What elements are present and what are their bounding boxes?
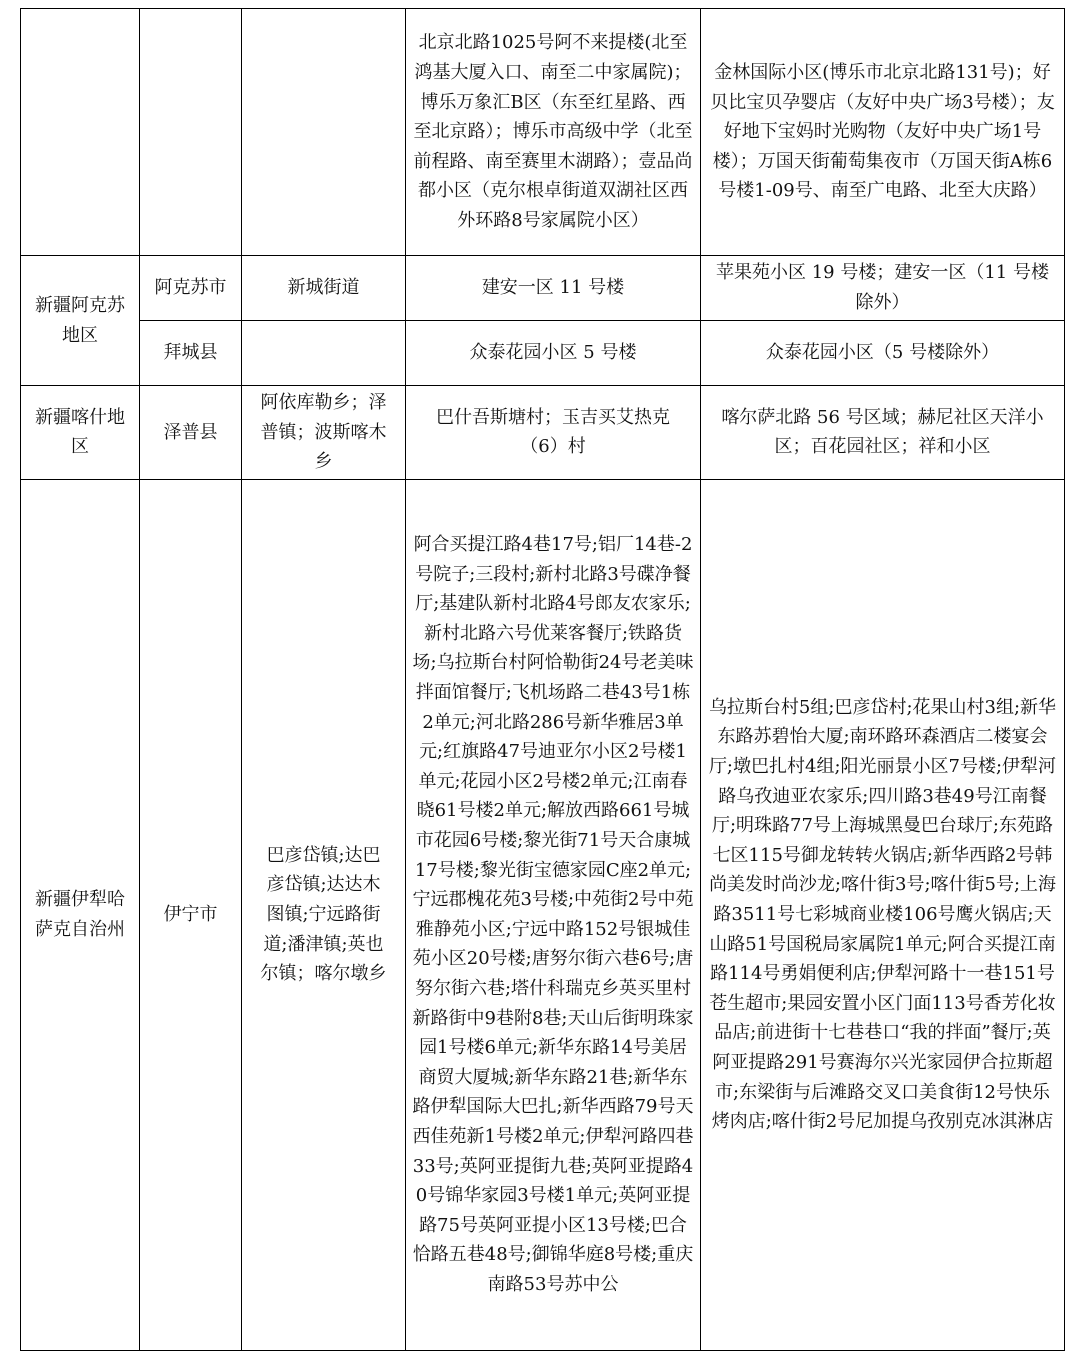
- region-cell: 新疆伊犁哈 萨克自治州: [21, 479, 140, 1350]
- medium-risk-cell: 阿合买提江路4巷17号;铝厂14巷-2号院子;三段村;新村北路3号碟净餐厅;基建队新村北路4号郎友农家乐;新村北路六号优莱客餐厅;铁路货场;乌拉斯台村阿恰勒街24号老美味拌面馆餐厅;飞机场路二巷43号1栋2单元;河北路286号新华雅居3单元;红旗路47号迪亚尔小区2号楼1单元;花园小区2号楼2单元;江南春晓61号楼2单元;解放西路661号城市花园6号楼;黎光街71号天合康城17号楼;黎光街宝德家园C座2单元;宁远郡槐花苑3号楼;中苑街2号中苑雅静苑小区;宁远中路152号银城佳苑小区20号楼;唐努尔街六巷6号;唐努尔街六巷;塔什科瑞克乡英买里村新路街中9巷附8巷;天山后街明珠家园1号楼6单元;新华东路14号美居商贸大厦城;新华东路21巷;新华东路伊犁国际大巴扎;新华西路79号天西佳苑新1号楼2单元;伊犁河路四巷33号;英阿亚提街九巷;英阿亚提路40号锦华家园3号楼1单元;英阿亚提路75号英阿亚提小区13号楼;巴合恰路五巷48号;御锦华庭8号楼;重庆南路53号苏中公: [406, 479, 701, 1350]
- low-risk-cell: 众泰花园小区（5 号楼除外）: [701, 321, 1065, 386]
- city-cell: 阿克苏市: [140, 256, 242, 321]
- table-row-ili: [21, 479, 1065, 1350]
- medium-risk-cell: 众泰花园小区 5 号楼: [406, 321, 701, 386]
- risk-area-table: [20, 8, 1065, 1351]
- region-cell: [21, 9, 140, 256]
- city-cell: 泽普县: [140, 386, 242, 480]
- medium-risk-cell: 巴什吾斯塘村；玉吉买艾热克 （6）村: [406, 386, 701, 480]
- region-cell: 新疆喀什地 区: [21, 386, 140, 480]
- street-cell: 巴彦岱镇;达巴 彦岱镇;达达木 图镇;宁远路街 道;潘津镇;英也 尔镇；喀尔墩乡: [242, 479, 406, 1350]
- table-row-aksu-county: [21, 321, 1065, 386]
- street-cell: [242, 321, 406, 386]
- table-row-aksu-city: [21, 256, 1065, 321]
- table-row-bole: [21, 9, 1065, 256]
- medium-risk-cell: 北京北路1025号阿不来提楼(北至鸿基大厦入口、南至二中家属院)；博乐万象汇B区（东至红星路、西至北京路）；博乐市高级中学（北至前程路、南至赛里木湖路）；壹品尚都小区（克尔根卓街道双湖社区西外环路8号家属院小区）: [406, 9, 701, 256]
- city-cell: 伊宁市: [140, 479, 242, 1350]
- region-cell: 新疆阿克苏 地区: [21, 256, 140, 386]
- low-risk-cell: 乌拉斯台村5组;巴彦岱村;花果山村3组;新华东路苏碧怡大厦;南环路环森酒店二楼宴会厅;墩巴扎村4组;阳光丽景小区7号楼;伊犁河路乌孜迪亚农家乐;四川路3巷49号江南餐厅;明珠路77号上海城黑曼巴台球厅;东苑路七区115号御龙转转火锅店;新华西路2号韩尚美发时尚沙龙;喀什街3号;喀什街5号;上海路3511号七彩城商业楼106号鹰火锅店;天山路51号国税局家属院1单元;阿合买提江南路114号勇娟便利店;伊犁河路十一巷151号苍生超市;果园安置小区门面113号香芳化妆品店;前进街十七巷巷口“我的拌面”餐厅;英阿亚提路291号赛海尔兴光家园伊合拉斯超市;东梁街与后滩路交叉口美食街12号快乐烤肉店;喀什街2号尼加提乌孜别克冰淇淋店: [701, 479, 1065, 1350]
- city-cell: [140, 9, 242, 256]
- low-risk-cell: 金林国际小区(博乐市北京北路131号)；好贝比宝贝孕婴店（友好中央广场3号楼）；友好地下宝妈时光购物（友好中央广场1号楼）；万国天街葡萄集夜市（万国天街A栋6号楼1-09号、南至广电路、北至大庆路）: [701, 9, 1065, 256]
- city-cell: 拜城县: [140, 321, 242, 386]
- street-cell: [242, 9, 406, 256]
- street-cell: 阿依库勒乡；泽 普镇；波斯喀木 乡: [242, 386, 406, 480]
- street-cell: 新城街道: [242, 256, 406, 321]
- low-risk-cell: 喀尔萨北路 56 号区域；赫尼社区天洋小 区；百花园社区；祥和小区: [701, 386, 1065, 480]
- table-row-kashgar: [21, 386, 1065, 480]
- medium-risk-cell: 建安一区 11 号楼: [406, 256, 701, 321]
- low-risk-cell: 苹果苑小区 19 号楼；建安一区（11 号楼 除外）: [701, 256, 1065, 321]
